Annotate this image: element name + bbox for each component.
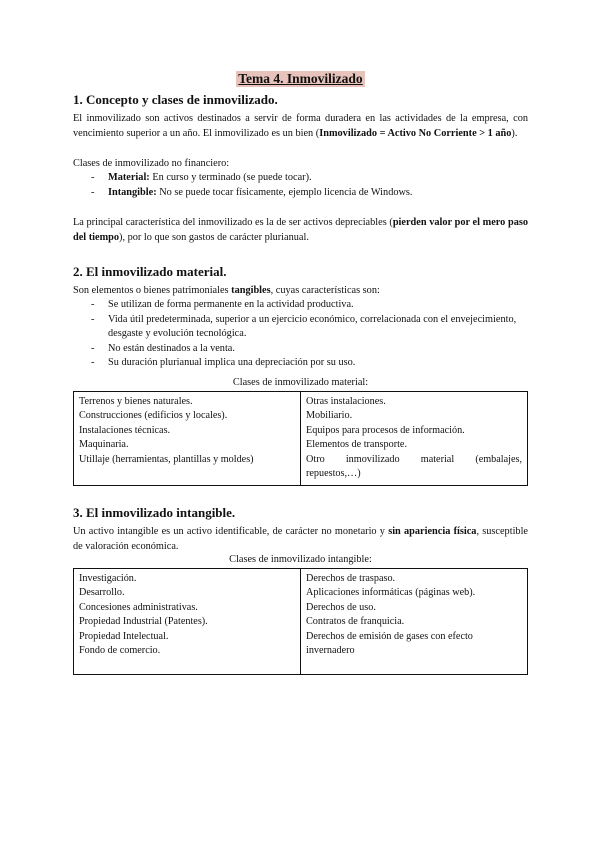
document-page — [73, 70, 528, 675]
table-cell-line: Propiedad Industrial (Patentes). — [79, 616, 208, 627]
table-cell-line: Investigación. — [79, 572, 137, 584]
material-classes-table — [73, 391, 528, 486]
table-cell-line: Maquinaria. — [79, 439, 129, 450]
intangible-table-caption: Clases de inmovilizado intangible: — [229, 553, 372, 565]
section-3-paragraph: Un activo intangible es un activo identificable, de carácter no monetario y sin apariencia física, susceptible de valoración económica. — [73, 525, 529, 552]
list-item: - Su duración plurianual implica una depreciación por su uso. — [91, 357, 356, 368]
material-characteristics-list — [73, 298, 528, 371]
table-cell-line: Derechos de uso. — [306, 601, 376, 613]
clases-label: Clases de inmovilizado no financiero: — [73, 158, 230, 169]
bold-run: Inmovilizado = Activo No Corriente > 1 año — [319, 128, 512, 139]
table-cell-line: Derechos de traspaso. — [306, 572, 396, 584]
intangible-classes-table — [73, 568, 528, 675]
list-item: - Intangible: No se puede tocar físicamente, ejemplo licencia de Windows. — [91, 186, 528, 201]
section-2-heading: 2. El inmovilizado material. — [73, 264, 227, 279]
table-cell-line: Desarrollo. — [79, 587, 125, 598]
table-cell-line: Equipos para procesos de información. — [306, 424, 465, 436]
intangible-left-column — [74, 568, 301, 674]
page-title: Tema 4. Inmovilizado — [238, 71, 363, 86]
list-item: - Vida útil predeterminada, superior a un ejercicio económico, correlacionada con el envejecimiento, desgaste y evolución tecnológica. — [91, 313, 517, 339]
clases-list — [73, 171, 528, 200]
list-item: - Material: En curso y terminado (se puede tocar). — [91, 171, 528, 186]
table-cell-line: Contratos de franquicia. — [306, 616, 405, 627]
section-1-heading: 1. Concepto y clases de inmovilizado. — [73, 92, 278, 107]
material-right-column — [301, 391, 528, 485]
table-cell-line: Aplicaciones informáticas (páginas web). — [306, 587, 476, 598]
section-2-intro: Son elementos o bienes patrimoniales tangibles, cuyas características son: — [73, 285, 380, 296]
table-cell-line: Otras instalaciones. — [306, 395, 386, 407]
material-table-caption: Clases de inmovilizado material: — [232, 376, 369, 388]
table-cell-line: Concesiones administrativas. — [79, 601, 198, 613]
table-cell-line: Otro inmovilizado material (embalajes, repuestos,…) — [306, 453, 522, 479]
table-cell-line: Utillaje (herramientas, plantillas y moldes) — [79, 453, 254, 465]
depreciation-paragraph: La principal característica del inmovilizado es la de ser activos depreciables (pierden valor por el mero paso del tiempo), por lo que son gastos de carácter plurianual. — [73, 217, 528, 243]
table-cell-line: Propiedad Intelectual. — [79, 630, 169, 642]
section-1-paragraph — [73, 111, 528, 141]
section-3-heading: 3. El inmovilizado intangible. — [73, 504, 236, 520]
dash-bullet: - — [91, 186, 95, 198]
table-cell-line: Elementos de transporte. — [306, 439, 407, 450]
table-cell-line: Instalaciones técnicas. — [79, 424, 171, 436]
table-cell-line: Derechos de emisión de gases con efecto invernadero — [306, 630, 473, 656]
list-item: - No están destinados a la venta. — [91, 342, 235, 354]
material-left-column — [74, 391, 301, 485]
table-cell-line: Mobiliario. — [306, 410, 353, 421]
list-item: - Se utilizan de forma permanente en la actividad productiva. — [91, 299, 354, 310]
table-cell-line: Construcciones (edificios y locales). — [79, 410, 228, 421]
text-run: El inmovilizado son activos destinados a servir de forma duradera en las actividades de la empresa, con vencimiento superior a un año. El inmovilizado es un bien ( — [73, 113, 528, 139]
table-cell-line: Fondo de comercio. — [79, 645, 161, 656]
table-cell-line: Terrenos y bienes naturales. — [79, 395, 193, 407]
intangible-right-column — [301, 568, 528, 674]
dash-bullet: - — [91, 172, 95, 183]
text-run: ). — [511, 128, 518, 139]
